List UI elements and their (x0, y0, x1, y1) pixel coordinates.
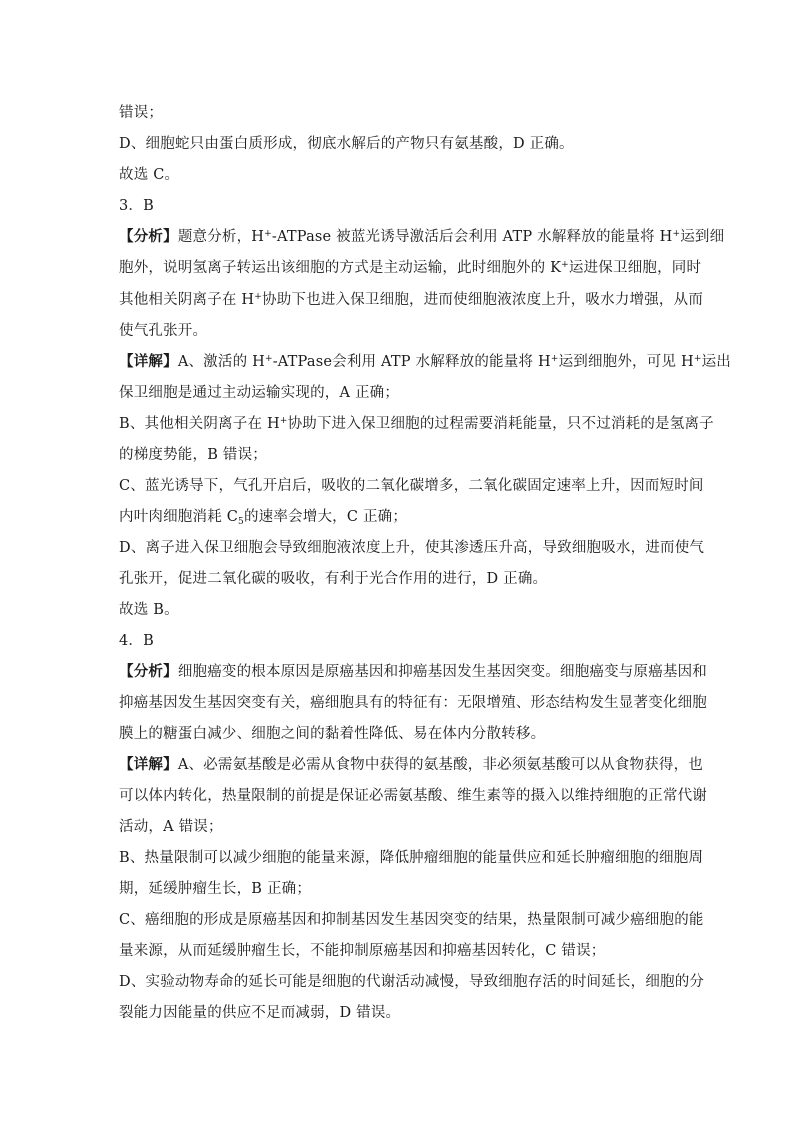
superscript-plus: + (279, 416, 288, 426)
detail-tag: 【详解】 (119, 756, 178, 773)
text-run: 协助下也进入保卫细胞，进而使细胞液浓度上升，吸水力增强，从而 (262, 292, 704, 308)
text-run: A、激活的 H (177, 354, 265, 370)
superscript-plus: + (550, 354, 559, 364)
text-run: A、必需氨基酸是必需从食物中获得的氨基酸，非必须氨基酸可以从食物获得，也 (177, 757, 703, 773)
text-run: 运到细 (680, 229, 725, 245)
superscript-plus: + (693, 354, 702, 364)
q4-detail-line-6: C、癌细胞的形成是原癌基因和抑制基因发生基因突变的结果，热量限制可减少癌细胞的能 (119, 912, 704, 928)
q3-detail-line-4: 的梯度势能，B 错误； (119, 447, 267, 463)
q4-number: 4．B (119, 633, 154, 649)
q3-analysis-line-4: 使气孔张开。 (119, 323, 208, 339)
q4-detail-line-8: D、实验动物寿命的延长可能是细胞的代谢活动减慢，导致细胞存活的时间延长，细胞的分 (119, 974, 705, 990)
q3-detail-line-7: D、离子进入保卫细胞会导致细胞液浓度上升，使其渗透压升高，导致细胞吸水，进而使气 (119, 540, 705, 556)
q4-analysis-line-2: 抑癌基因发生基因突变有关，癌细胞具有的特征有：无限增殖、形态结构发生显著变化细胞 (119, 695, 707, 711)
q4-detail-line-1 (119, 755, 703, 775)
q4-detail-line-7: 量来源，从而延缓肿瘤生长，不能抑制原癌基因和抑癌基因转化，C 错误； (119, 943, 606, 959)
q4-analysis-line-1 (119, 662, 708, 682)
q3-choice: 故选 B。 (119, 602, 179, 618)
text-run: 运出 (701, 354, 731, 370)
superscript-plus: + (561, 260, 569, 270)
text-run: 细胞癌变的根本原因是原癌基因和抑癌基因发生基因突变。细胞癌变与原癌基因和 (177, 664, 708, 680)
text-run: 题意分析，H (177, 229, 265, 245)
q3-detail-line-1 (119, 352, 731, 372)
q2-line-2: D、细胞蛇只由蛋白质形成，彻底水解后的产物只有氨基酸，D 正确。 (119, 136, 574, 152)
text-run: 的速率会增大，C 正确； (243, 509, 408, 525)
text-run: -ATPase 被蓝光诱导激活后会利用 ATP 水解释放的能量将 H (271, 229, 673, 245)
superscript-plus: + (254, 292, 263, 302)
q3-analysis-line-2 (119, 258, 702, 278)
q3-detail-line-2: 保卫细胞是通过主动运输实现的，A 正确； (119, 385, 400, 401)
q4-detail-line-4: B、热量限制可以减少细胞的能量来源，降低肿瘤细胞的能量供应和延长肿瘤细胞的细胞周 (119, 850, 704, 866)
text-run: 协助下进入保卫细胞的过程需要消耗能量，只不过消耗的是氢离子 (287, 416, 714, 432)
q4-detail-line-5: 期，延缓肿瘤生长，B 正确； (119, 881, 312, 897)
text-run: 运进保卫细胞，同时 (568, 260, 702, 276)
q2-choice: 故选 C。 (119, 167, 180, 183)
text-run: B、其他相关阴离子在 H (119, 416, 280, 432)
q3-detail-line-6 (119, 507, 684, 527)
text-run: 内叶肉细胞消耗 C (119, 509, 239, 525)
superscript-plus: + (264, 354, 273, 364)
q3-detail-line-3 (119, 414, 714, 434)
superscript-plus: + (264, 229, 272, 239)
text-run: 运到细胞外，可见 H (558, 354, 694, 370)
q4-detail-line-9: 裂能力因能量的供应不足而减弱，D 错误。 (119, 1005, 401, 1021)
q4-detail-line-2: 可以体内转化，热量限制的前提是保证必需氨基酸、维生素等的摄入以维持细胞的正常代谢 (119, 788, 707, 804)
q4-detail-line-3: 活动，A 错误； (119, 819, 223, 835)
q3-detail-line-8: 孔张开，促进二氧化碳的吸收，有利于光合作用的进行，D 正确。 (119, 571, 548, 587)
q2-line-1: 错误； (119, 105, 164, 121)
q3-analysis-line-3 (119, 290, 704, 310)
text-run: 胞外，说明氢离子转运出该细胞的方式是主动运输，此时细胞外的 K (119, 260, 562, 276)
subscript-5: 5 (238, 517, 244, 527)
q4-analysis-line-3: 膜上的糖蛋白减少、细胞之间的黏着性降低、易在体内分散转移。 (119, 726, 546, 742)
q3-number: 3．B (119, 198, 154, 214)
text-run: -ATPase会利用 ATP 水解释放的能量将 H (272, 354, 551, 370)
text-run: 其他相关阴离子在 H (119, 292, 255, 308)
q3-analysis-line-1 (119, 227, 725, 247)
q3-detail-line-5: C、蓝光诱导下，气孔开启后，吸收的二氧化碳增多，二氧化碳固定速率上升，因而短时间 (119, 478, 704, 494)
analysis-tag: 【分析】 (119, 228, 178, 245)
analysis-tag: 【分析】 (119, 663, 178, 680)
superscript-plus: + (672, 229, 681, 239)
detail-tag: 【详解】 (119, 353, 178, 370)
